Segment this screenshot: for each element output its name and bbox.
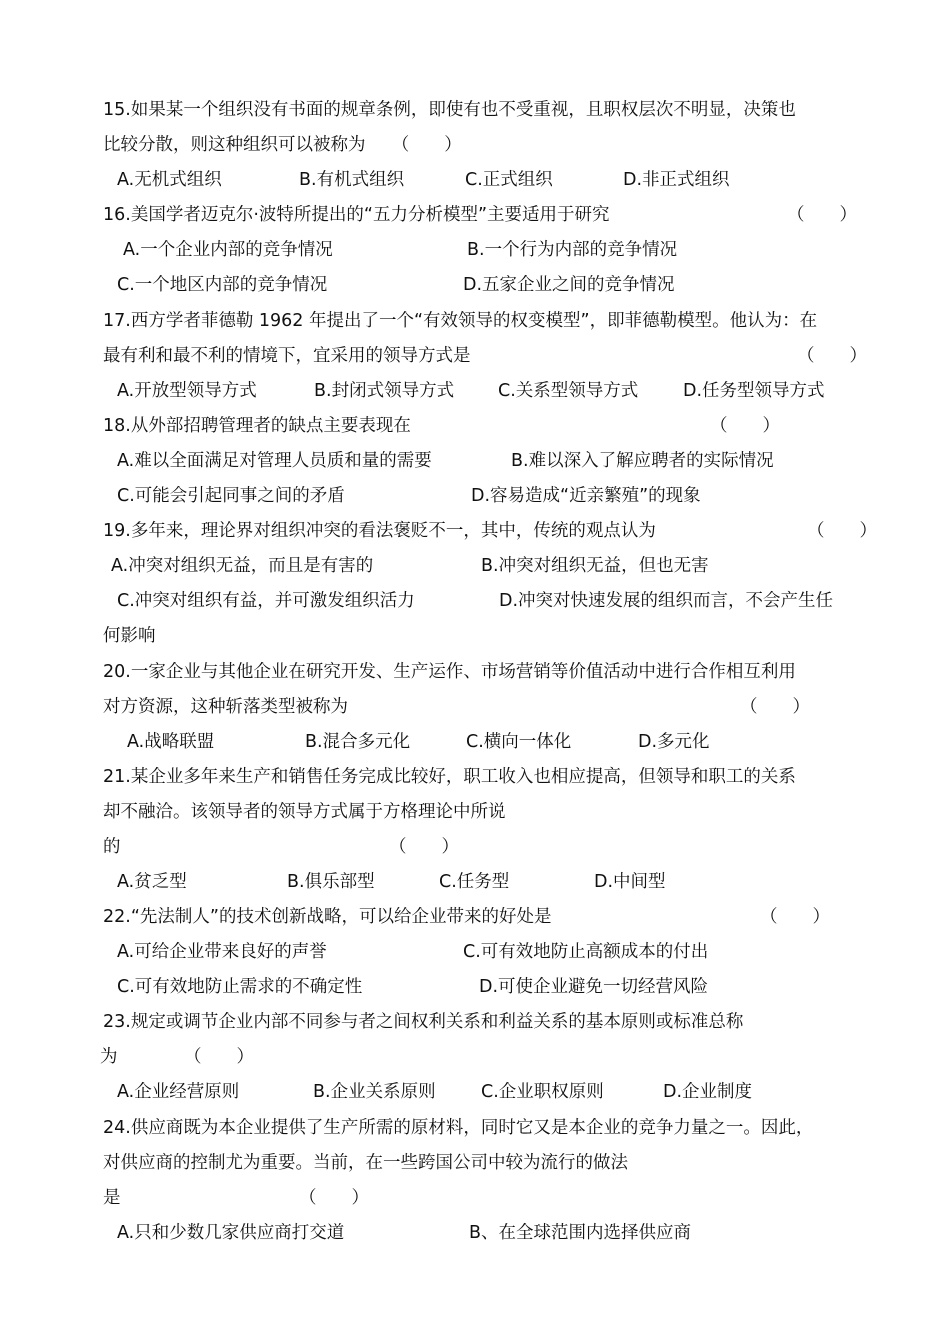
q24-option-b: B、在全球范围内选择供应商 xyxy=(469,1223,692,1243)
q19-option-a: A.冲突对组织无益，而且是有害的 xyxy=(111,556,374,576)
q16-answer-paren: （ ） xyxy=(787,205,857,225)
q20-stem-line1: 20.一家企业与其他企业在研究开发、生产运作、市场营销等价值活动中进行合作相互利用 xyxy=(103,662,796,682)
q22-option-d: D.可使企业避免一切经营风险 xyxy=(479,977,709,997)
q18-option-a: A.难以全面满足对管理人员质和量的需要 xyxy=(117,451,432,471)
q21-stem-line1: 21.某企业多年来生产和销售任务完成比较好，职工收入也相应提高，但领导和职工的关系 xyxy=(103,767,796,787)
q23-option-d: D.企业制度 xyxy=(663,1082,753,1102)
q20-answer-paren: （ ） xyxy=(740,697,810,717)
q16-option-a: A.一个企业内部的竞争情况 xyxy=(123,240,333,260)
q15-option-b: B.有机式组织 xyxy=(299,170,405,190)
q22-option-a: A.可给企业带来良好的声誉 xyxy=(117,942,327,962)
q23-option-b: B.企业关系原则 xyxy=(313,1082,436,1102)
q19-stem-line1: 19.多年来，理论界对组织冲突的看法褒贬不一，其中，传统的观点认为 xyxy=(103,521,656,541)
q21-option-b: B.俱乐部型 xyxy=(287,872,375,892)
q17-answer-paren: （ ） xyxy=(797,346,867,366)
q21-stem-line3: 的 xyxy=(103,837,121,857)
q23-option-c: C.企业职权原则 xyxy=(481,1082,604,1102)
q19-option-c: C.冲突对组织有益，并可激发组织活力 xyxy=(117,591,415,611)
q20-option-b: B.混合多元化 xyxy=(305,732,411,752)
q20-stem-line2: 对方资源，这种斩落类型被称为 xyxy=(103,697,348,717)
q18-answer-paren: （ ） xyxy=(710,416,780,436)
q23-stem-line1: 23.规定或调节企业内部不同参与者之间权利关系和利益关系的基本原则或标准总称 xyxy=(103,1012,744,1032)
q17-option-b: B.封闭式领导方式 xyxy=(314,381,455,401)
q18-option-b: B.难以深入了解应聘者的实际情况 xyxy=(511,451,774,471)
q24-stem-line2: 对供应商的控制尤为重要。当前，在一些跨国公司中较为流行的做法 xyxy=(103,1153,628,1173)
q22-stem-line1: 22.“先法制人”的技术创新战略，可以给企业带来的好处是 xyxy=(103,907,552,927)
q22-option-b: C.可有效地防止高额成本的付出 xyxy=(463,942,709,962)
q21-stem-line2: 却不融洽。该领导者的领导方式属于方格理论中所说 xyxy=(103,802,506,822)
q16-stem-line1: 16.美国学者迈克尔·波特所提出的“五力分析模型”主要适用于研究 xyxy=(103,205,610,225)
q15-option-c: C.正式组织 xyxy=(465,170,553,190)
q16-option-b: B.一个行为内部的竞争情况 xyxy=(467,240,678,260)
q21-answer-paren: （ ） xyxy=(389,837,459,857)
q23-option-a: A.企业经营原则 xyxy=(117,1082,240,1102)
q23-answer-paren: （ ） xyxy=(184,1047,254,1067)
q19-answer-paren: （ ） xyxy=(807,521,877,541)
q20-option-a: A.战略联盟 xyxy=(127,732,215,752)
q20-option-d: D.多元化 xyxy=(638,732,710,752)
q19-option-d: D.冲突对快速发展的组织而言，不会产生任 xyxy=(499,591,834,611)
q15-option-a: A.无机式组织 xyxy=(117,170,222,190)
q23-stem-line2: 为 xyxy=(100,1047,118,1067)
q22-answer-paren: （ ） xyxy=(760,907,830,927)
q18-stem-line1: 18.从外部招聘管理者的缺点主要表现在 xyxy=(103,416,411,436)
q15-option-d: D.非正式组织 xyxy=(623,170,730,190)
q19-option-b: B.冲突对组织无益，但也无害 xyxy=(481,556,709,576)
q24-option-a: A.只和少数几家供应商打交道 xyxy=(117,1223,345,1243)
q15-stem-line2: 比较分散，则这种组织可以被称为 （ ） xyxy=(103,135,462,155)
q19-option-d-continued: 何影响 xyxy=(103,626,156,646)
q24-answer-paren: （ ） xyxy=(299,1188,369,1208)
q17-option-c: C.关系型领导方式 xyxy=(498,381,639,401)
q22-option-c: C.可有效地防止需求的不确定性 xyxy=(117,977,363,997)
q20-option-c: C.横向一体化 xyxy=(466,732,572,752)
q18-option-c: C.可能会引起同事之间的矛盾 xyxy=(117,486,345,506)
q24-stem-line1: 24.供应商既为本企业提供了生产所需的原材料，同时它又是本企业的竞争力量之一。因此， xyxy=(103,1118,814,1138)
q17-option-a: A.开放型领导方式 xyxy=(117,381,257,401)
q16-option-d: D.五家企业之间的竞争情况 xyxy=(463,275,675,295)
q21-option-c: C.任务型 xyxy=(439,872,510,892)
q15-stem-line1: 15.如果某一个组织没有书面的规章条例，即使有也不受重视，且职权层次不明显，决策也 xyxy=(103,100,796,120)
q21-option-d: D.中间型 xyxy=(594,872,666,892)
q17-option-d: D.任务型领导方式 xyxy=(683,381,825,401)
q24-stem-line3: 是 xyxy=(103,1188,121,1208)
q17-stem-line2: 最有利和最不利的情境下，宜采用的领导方式是 xyxy=(103,346,471,366)
q21-option-a: A.贫乏型 xyxy=(117,872,187,892)
q17-stem-line1: 17.西方学者菲德勒 1962 年提出了一个“有效领导的权变模型”，即菲德勒模型。他认为：在 xyxy=(103,311,818,331)
q18-option-d: D.容易造成“近亲繁殖”的现象 xyxy=(471,486,701,506)
q16-option-c: C.一个地区内部的竞争情况 xyxy=(117,275,328,295)
